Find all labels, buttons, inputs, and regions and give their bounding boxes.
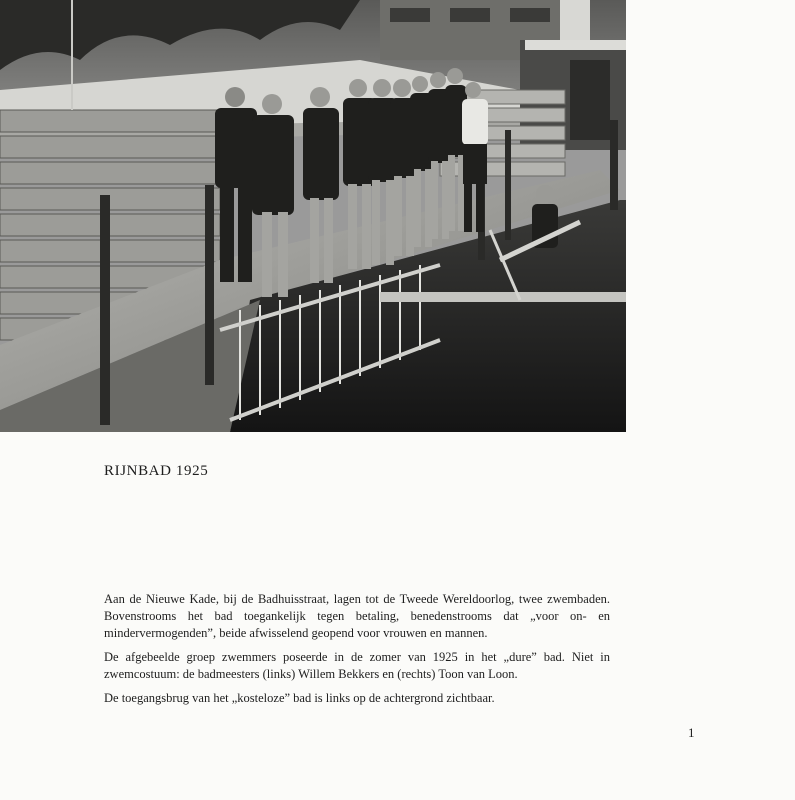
photo-caption: RIJNBAD 1925 <box>104 463 209 479</box>
paragraph-1: Aan de Nieuwe Kade, bij de Badhuisstraat, lagen tot de Tweede Wereldoorlog, twee zwembaden. Bovenstrooms het bad toegankelijk tegen betaling, benedenstrooms dat „voor on- en mindervermogenden”, beide afwisselend geopend voor vrouwen en mannen. <box>104 592 610 640</box>
photo-illustration <box>0 0 626 432</box>
paragraph-3: De toegangsbrug van het „kosteloze” bad is links op de achtergrond zichtbaar. <box>104 691 495 705</box>
page-number: 1 <box>688 725 695 740</box>
photograph-rijnbad-1925 <box>0 0 626 432</box>
body-text <box>104 591 610 714</box>
paragraph-2: De afgebeelde groep zwemmers poseerde in de zomer van 1925 in het „dure” bad. Niet in zwemcostuum: de badmeesters (links) Willem Bekkers en (rechts) Toon van Loon. <box>104 650 610 681</box>
